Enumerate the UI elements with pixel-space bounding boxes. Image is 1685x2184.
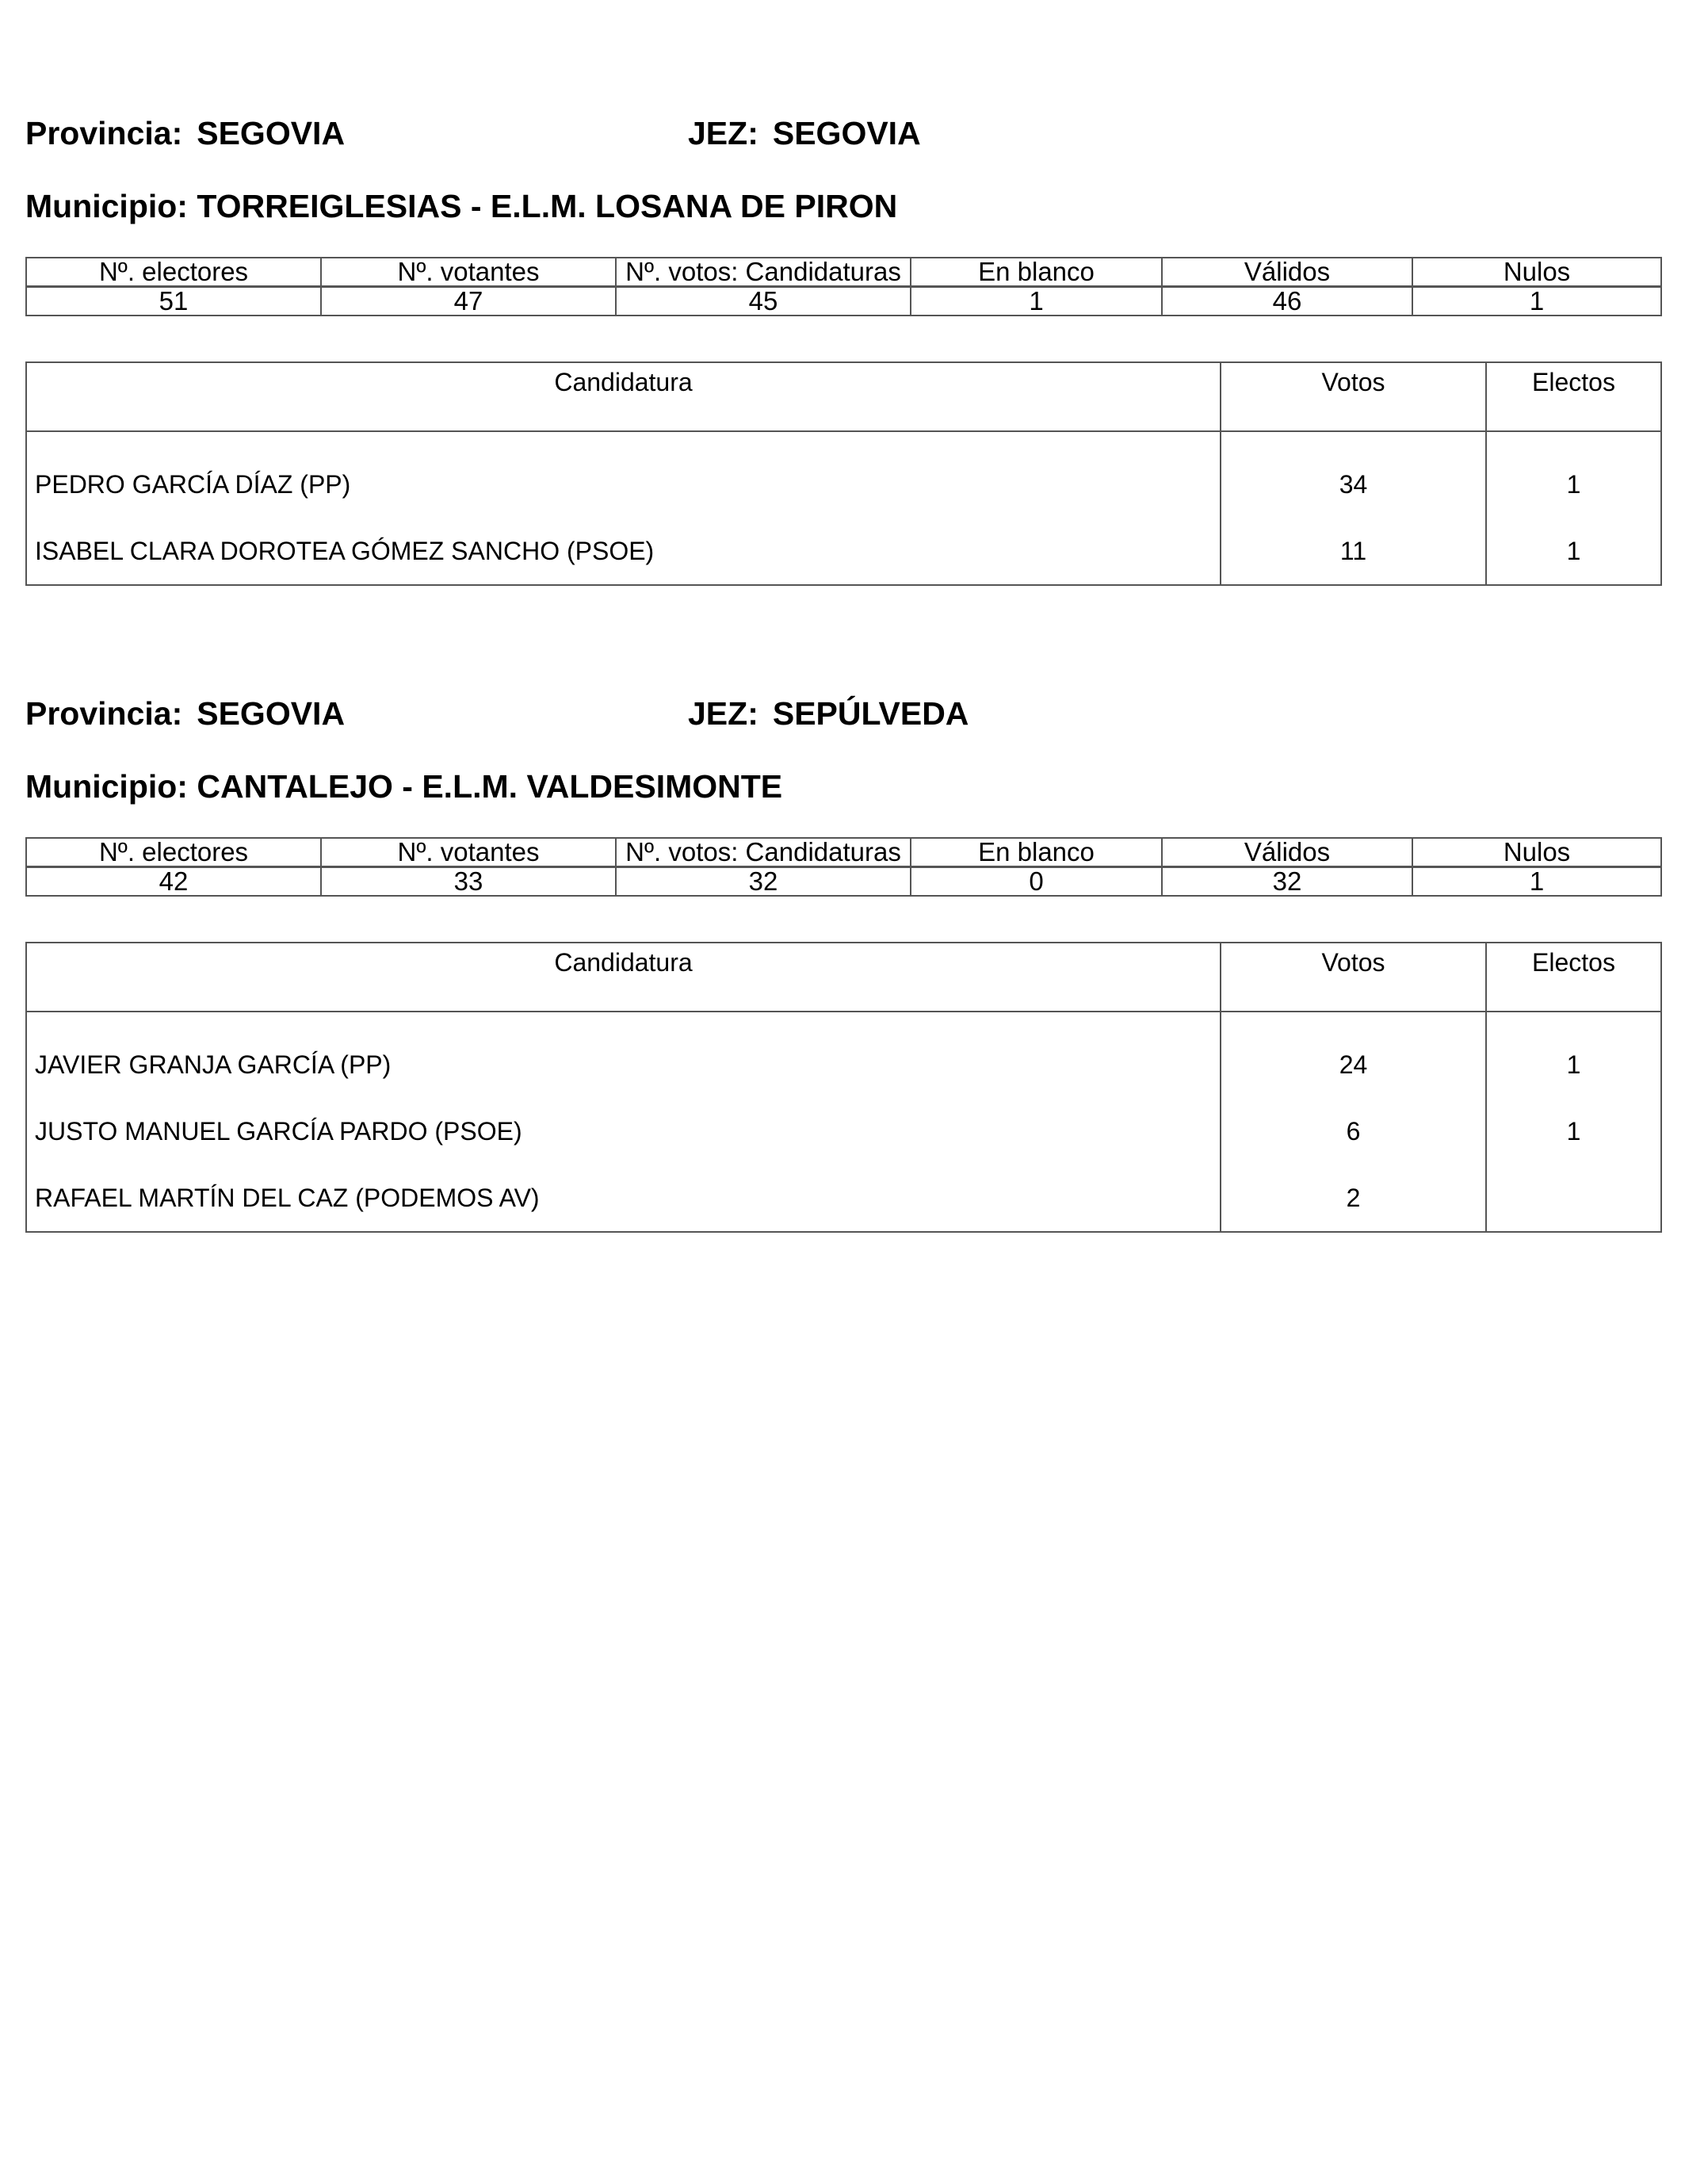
- provincia-field: [25, 693, 345, 734]
- stats-header-row: [26, 838, 1661, 867]
- jez-value: SEGOVIA: [772, 115, 921, 151]
- electos-header: Electos: [1486, 943, 1661, 1012]
- candidatura-header: Candidatura: [26, 362, 1221, 431]
- candidate-name: JAVIER GRANJA GARCÍA (PP): [26, 1012, 1221, 1098]
- municipio-field: [25, 766, 782, 807]
- jez-field: [688, 693, 969, 734]
- stats-header-cell: En blanco: [911, 838, 1162, 867]
- candidate-name: RAFAEL MARTÍN DEL CAZ (PODEMOS AV): [26, 1165, 1221, 1232]
- stats-value-cell: 1: [1412, 867, 1661, 897]
- jez-value: SEPÚLVEDA: [772, 695, 969, 732]
- header-line: [25, 113, 1660, 154]
- provincia-field: [25, 113, 345, 154]
- candidate-electos: 1: [1566, 536, 1581, 565]
- candidates-table: [25, 942, 1662, 1233]
- candidate-electos: 1: [1566, 1050, 1581, 1079]
- stats-value-row: [26, 287, 1661, 316]
- candidate-name: ISABEL CLARA DOROTEA GÓMEZ SANCHO (PSOE): [26, 518, 1221, 585]
- candidates-header-row: [26, 943, 1661, 1012]
- candidate-votos: 24: [1221, 1012, 1486, 1098]
- stats-header-cell: Válidos: [1162, 838, 1412, 867]
- municipio-label: Municipio:: [25, 188, 188, 224]
- stats-header-row: [26, 258, 1661, 287]
- provincia-label: Provincia:: [25, 695, 183, 732]
- stats-value-cell: 32: [1162, 867, 1412, 897]
- candidate-row: [26, 1165, 1661, 1232]
- candidates-table: [25, 361, 1662, 586]
- candidates-header-row: [26, 362, 1661, 431]
- candidate-row: [26, 518, 1661, 585]
- provincia-label: Provincia:: [25, 115, 183, 151]
- stats-value-cell: 42: [26, 867, 321, 897]
- stats-value-cell: 33: [321, 867, 616, 897]
- stats-value-cell: 32: [616, 867, 911, 897]
- votos-header: Votos: [1221, 943, 1486, 1012]
- result-section: [25, 693, 1660, 1212]
- candidate-electos: [1486, 1165, 1661, 1232]
- stats-header-cell: Nº. votos: Candidaturas: [616, 838, 911, 867]
- provincia-value: SEGOVIA: [197, 115, 346, 151]
- candidatura-header: Candidatura: [26, 943, 1221, 1012]
- municipio-value: CANTALEJO - E.L.M. VALDESIMONTE: [197, 768, 783, 805]
- candidate-votos: 2: [1221, 1165, 1486, 1232]
- result-section: [25, 113, 1660, 565]
- jez-label: JEZ:: [688, 695, 758, 732]
- stats-header-cell: Nº. electores: [26, 838, 321, 867]
- municipio-field: [25, 186, 897, 227]
- candidate-row: [26, 1012, 1661, 1098]
- stats-header-cell: Nulos: [1412, 838, 1661, 867]
- header-line: [25, 693, 1660, 734]
- candidate-votos: 6: [1221, 1098, 1486, 1165]
- stats-header-cell: En blanco: [911, 258, 1162, 287]
- provincia-value: SEGOVIA: [197, 695, 346, 732]
- stats-value-cell: 1: [1412, 287, 1661, 316]
- stats-header-cell: Nº. votos: Candidaturas: [616, 258, 911, 287]
- candidate-row: [26, 431, 1661, 518]
- municipio-label: Municipio:: [25, 768, 188, 805]
- stats-value-row: [26, 867, 1661, 897]
- stats-header-cell: Nº. votantes: [321, 838, 616, 867]
- stats-table: [25, 257, 1662, 316]
- stats-value-cell: 1: [911, 287, 1162, 316]
- candidate-name: PEDRO GARCÍA DÍAZ (PP): [26, 431, 1221, 518]
- candidate-electos: 1: [1566, 469, 1581, 499]
- candidate-electos: 1: [1566, 1116, 1581, 1146]
- votos-header: Votos: [1221, 362, 1486, 431]
- stats-value-cell: 0: [911, 867, 1162, 897]
- stats-table: [25, 837, 1662, 897]
- stats-value-cell: 45: [616, 287, 911, 316]
- stats-header-cell: Nº. votantes: [321, 258, 616, 287]
- candidate-votos: 11: [1221, 518, 1486, 585]
- candidate-name: JUSTO MANUEL GARCÍA PARDO (PSOE): [26, 1098, 1221, 1165]
- stats-header-cell: Nulos: [1412, 258, 1661, 287]
- stats-header-cell: Nº. electores: [26, 258, 321, 287]
- municipio-value: TORREIGLESIAS - E.L.M. LOSANA DE PIRON: [197, 188, 898, 224]
- stats-header-cell: Válidos: [1162, 258, 1412, 287]
- stats-value-cell: 47: [321, 287, 616, 316]
- jez-field: [688, 113, 921, 154]
- candidate-votos: 34: [1221, 431, 1486, 518]
- stats-value-cell: 46: [1162, 287, 1412, 316]
- jez-label: JEZ:: [688, 115, 758, 151]
- stats-value-cell: 51: [26, 287, 321, 316]
- candidate-row: [26, 1098, 1661, 1165]
- electos-header: Electos: [1486, 362, 1661, 431]
